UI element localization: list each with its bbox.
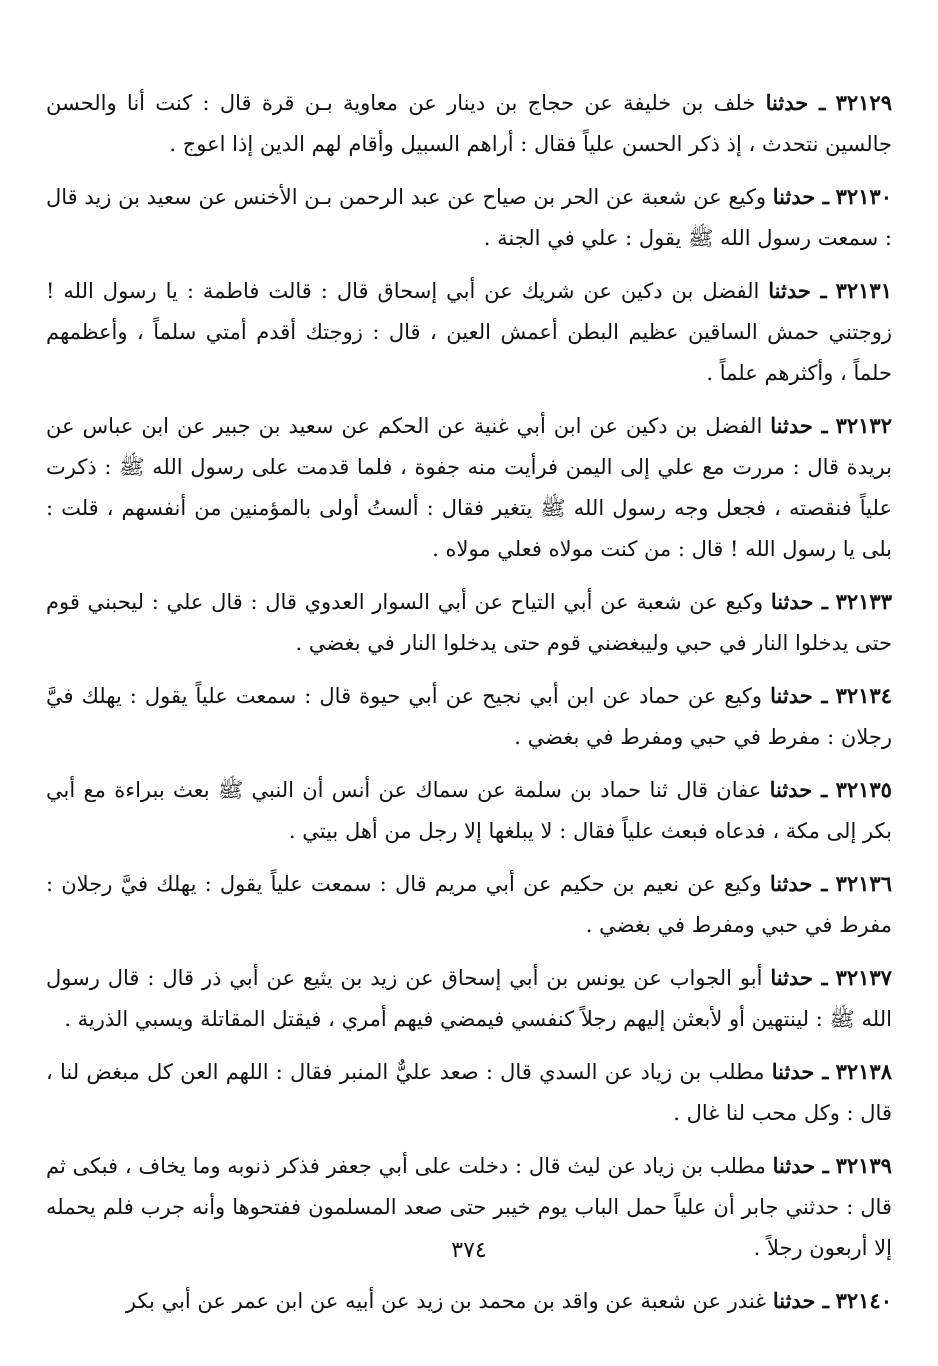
hadith-entry <box>46 1280 892 1322</box>
hadith-entry <box>46 405 892 570</box>
hadith-number: ٣٢١٣٦ <box>835 871 892 896</box>
hadith-lead: ـ حدثنا <box>769 777 828 802</box>
hadith-text: مطلب بن زياد عن ليث قال : دخلت على أبي جعفر فذكر ذنوبه وما يخاف ، فبكى ثم قال : حدثني جابر أن علياً حمل الباب يوم خيبر حتى صعد المسلمون ففتحوها وأنه جرب فلم يحمله إلا أربعون رجلاً . <box>46 1154 892 1260</box>
hadith-text: عفان قال ثنا حماد بن سلمة عن سماك عن أنس أن النبي ﷺ بعث ببراءة مع أبي بكر إلى مكة ، فدعاه فبعث علياً فقال : لا يبلغها إلا رجل من أهل بيتي . <box>46 778 892 843</box>
hadith-lead: ـ حدثنا <box>770 965 828 990</box>
hadith-lead: ـ حدثنا <box>772 184 829 209</box>
hadith-entry <box>46 675 892 758</box>
hadith-number: ٣٢١٣٨ <box>835 1059 892 1084</box>
hadith-entry <box>46 863 892 946</box>
hadith-text: الفضل بن دكين عن ابن أبي غنية عن الحكم عن سعيد بن جبير عن ابن عباس عن بريدة قال : مررت مع علي إلى اليمن فرأيت منه جفوة ، فلما قدمت على رسول الله ﷺ : ذكرت علياً فنقصته ، فجعل وجه رسول الله ﷺ يتغير فقال : ألستُ أولى بالمؤمنين من أنفسهم ، قلت : بلى يا رسول الله ! قال : من كنت مولاه فعلي مولاه . <box>46 414 892 561</box>
hadith-number: ٣٢١٣٠ <box>835 184 892 209</box>
hadith-number: ٣٢١٣٩ <box>835 1153 892 1178</box>
page-body <box>46 82 892 1333</box>
hadith-entry <box>46 957 892 1040</box>
hadith-text: الفضل بن دكين عن شريك عن أبي إسحاق قال : قالت فاطمة : يا رسول الله ! زوجتني حمش الساقين عظيم البطن أعمش العين ، قال : زوجتك أقدم أمتي سلماً ، وأعظمهم حلماً ، وأكثرهم علماً . <box>46 279 892 385</box>
page-number: ٣٧٤ <box>451 1238 487 1263</box>
hadith-entry <box>46 82 892 165</box>
hadith-text: وكيع عن شعبة عن أبي التياح عن أبي السوار العدوي قال : قال علي : ليحبني قوم حتى يدخلوا النار في حبي وليبغضني قوم حتى يدخلوا النار في بغضي . <box>46 590 892 655</box>
hadith-text: وكيع عن نعيم بن حكيم عن أبي مريم قال : سمعت علياً يقول : يهلك فيَّ رجلان : مفرط في حبي ومفرط في بغضي . <box>46 872 892 937</box>
hadith-number: ٣٢١٢٩ <box>835 90 892 115</box>
hadith-text: خلف بن خليفة عن حجاج بن دينار عن معاوية بـن قرة قال : كنت أنا والحسن جالسين نتحدث ، إذ ذكر الحسن علياً فقال : أراهم السبيل وأقام لهم الدين إذا اعوج . <box>46 91 892 156</box>
hadith-number: ٣٢١٣٣ <box>835 589 892 614</box>
hadith-entry <box>46 176 892 259</box>
hadith-entry <box>46 769 892 852</box>
hadith-lead: ـ حدثنا <box>770 589 828 614</box>
hadith-lead: ـ حدثنا <box>770 413 828 438</box>
hadith-number: ٣٢١٣١ <box>835 278 892 303</box>
hadith-text: وكيع عن شعبة عن الحر بن صياح عن عبد الرحمن بـن الأخنس عن سعيد بن زيد قال : سمعت رسول الله ﷺ يقول : علي في الجنة . <box>46 185 892 250</box>
hadith-lead: ـ حدثنا <box>765 90 826 115</box>
hadith-lead: ـ حدثنا <box>771 1059 829 1084</box>
hadith-number: ٣٢١٣٧ <box>835 965 892 990</box>
hadith-number: ٣٢١٣٤ <box>835 683 892 708</box>
hadith-entry <box>46 581 892 664</box>
hadith-number: ٣٢١٤٠ <box>835 1288 892 1313</box>
hadith-lead: ـ حدثنا <box>768 278 827 303</box>
hadith-entry <box>46 1051 892 1134</box>
hadith-text: أبو الجواب عن يونس بن أبي إسحاق عن زيد بن يثيع عن أبي ذر قال : قال رسول الله ﷺ : لينتهين أو لأبعثن إليهم رجلاً كنفسي فيمضي فيهم أمري ، فيقتل المقاتلة ويسبي الذرية . <box>46 966 892 1031</box>
hadith-number: ٣٢١٣٥ <box>835 777 892 802</box>
hadith-lead: ـ حدثنا <box>772 1288 829 1313</box>
hadith-number: ٣٢١٣٢ <box>835 413 892 438</box>
hadith-lead: ـ حدثنا <box>770 683 828 708</box>
hadith-text: وكيع عن حماد عن ابن أبي نجيح عن أبي حيوة قال : سمعت علياً يقول : يهلك فيَّ رجلان : مفرط في حبي ومفرط في بغضي . <box>46 684 892 749</box>
hadith-entry <box>46 270 892 394</box>
hadith-text: غندر عن شعبة عن واقد بن محمد بن زيد عن أبيه عن ابن عمر عن أبي بكر <box>125 1289 767 1313</box>
hadith-lead: ـ حدثنا <box>772 1153 829 1178</box>
hadith-lead: ـ حدثنا <box>769 871 828 896</box>
hadith-text: مطلب بن زياد عن السدي قال : صعد عليٌّ المنبر فقال : اللهم العن كل مبغض لنا ، قال : وكل محب لنا غال . <box>46 1060 892 1125</box>
